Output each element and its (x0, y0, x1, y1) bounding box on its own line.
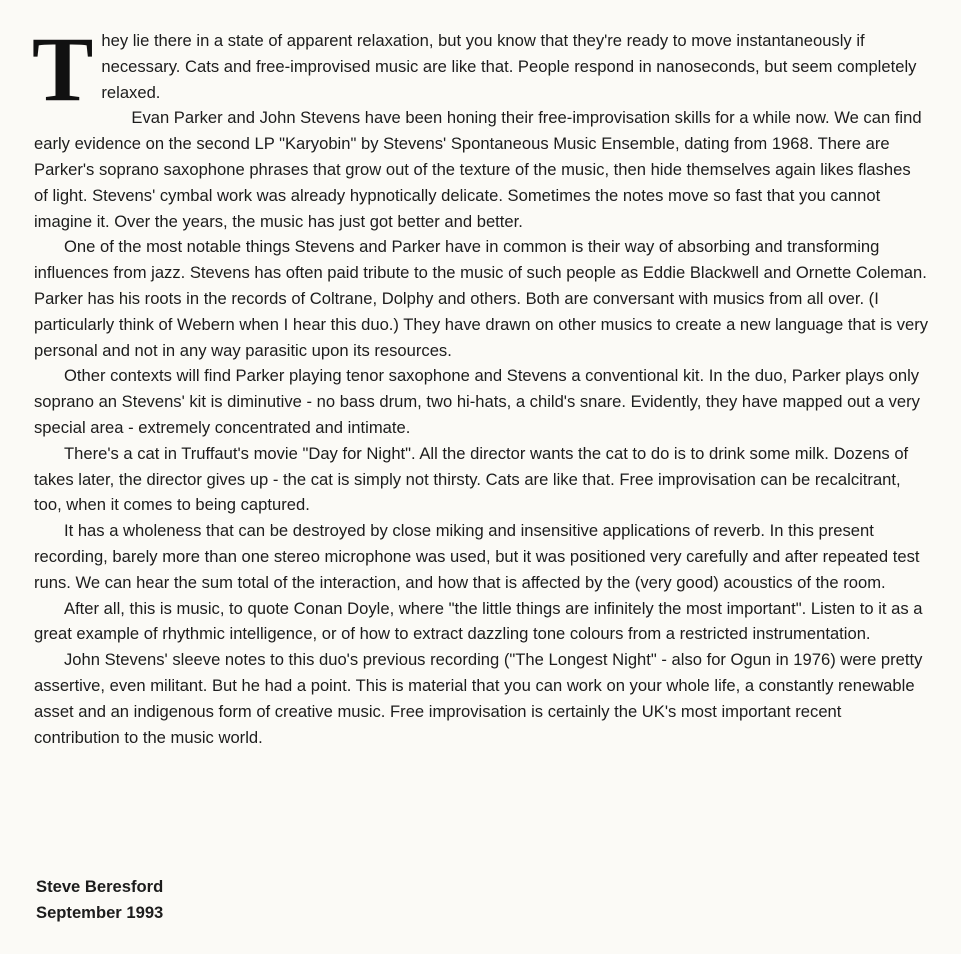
lead-paragraph-text: hey lie there in a state of apparent relaxation, but you know that they're ready to move instantaneously if necessary. Cats and free-improvised music are like that. People respond in nanoseconds, but seem completely relaxed. (101, 31, 917, 102)
paragraph: One of the most notable things Stevens and Parker have in common is their way of absorbing and transforming influences from jazz. Stevens has often paid tribute to the music of such people as Eddie Blackwell and Ornette Coleman. Parker has his roots in the records of Coltrane, Dolphy and others. Both are conversant with musics from all over. (I particularly think of Webern when I hear this duo.) They have drawn on other musics to create a new language that is very personal and not in any way parasitic upon its resources. (34, 237, 929, 360)
paragraph: Other contexts will find Parker playing tenor saxophone and Stevens a conventional kit. In the duo, Parker plays only soprano an Stevens' kit is diminutive - no bass drum, two hi-hats, a child's snare. Evidently, they have mapped out a very special area - extremely concentrated and intimate. (34, 366, 920, 437)
paragraph: It has a wholeness that can be destroyed by close miking and insensitive applications of reverb. In this present recording, barely more than one stereo microphone was used, but it was positioned very carefully and after repeated test runs. We can hear the sum total of the interaction, and how that is affected by the (very good) acoustics of the room. (34, 521, 920, 592)
author-name: Steve Beresford (36, 877, 164, 896)
signature-block (36, 874, 163, 926)
lead-paragraph (32, 18, 929, 120)
liner-notes-body (32, 18, 929, 750)
paragraph: After all, this is music, to quote Conan Doyle, where "the little things are infinitely the most important". Listen to it as a great example of rhythmic intelligence, or of how to extract dazzling tone colours from a restricted instrumentation. (34, 598, 923, 644)
paragraph: John Stevens' sleeve notes to this duo's previous recording ("The Longest Night" - also for Ogun in 1976) were pretty assertive, even militant. But he had a point. This is material that you can work on your whole life, a constantly renewable asset and an indigenous form of creative music. Free improvisation is certainly the UK's most important recent contribution to the music world. (34, 650, 923, 747)
drop-cap: T (32, 18, 94, 120)
paragraph: Evan Parker and John Stevens have been honing their free-improvisation skills for a while now. We can find early evidence on the second LP "Karyobin" by Stevens' Spontaneous Music Ensemble, dating from 1968. There are Parker's soprano saxophone phrases that grow out of the texture of the music, then hide themselves again likes flashes of light. Stevens' cymbal work was already hypnotically delicate. Sometimes the notes move so fast that you cannot imagine it. Over the years, the music has just got better and better. (34, 108, 922, 231)
signature-date: September 1993 (36, 903, 164, 922)
paragraph: There's a cat in Truffaut's movie "Day for Night". All the director wants the cat to do is to drink some milk. Dozens of takes later, the director gives up - the cat is simply not thirsty. Cats are like that. Free improvisation can be recalcitrant, too, when it comes to being captured. (34, 443, 909, 515)
